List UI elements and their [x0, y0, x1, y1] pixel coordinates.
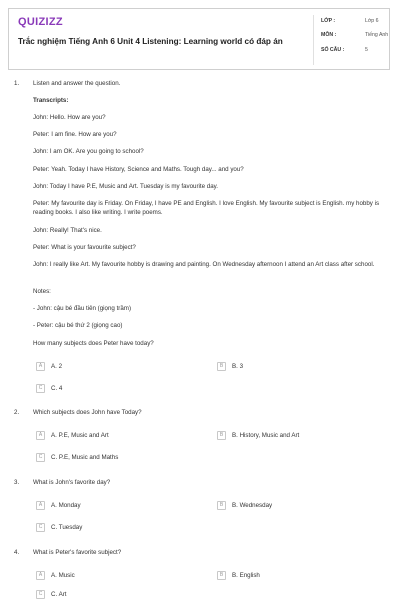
quizizz-logo: QUIZIZZ [18, 16, 63, 28]
option-letter-box: C [36, 384, 45, 393]
meta-value: 5 [365, 47, 368, 53]
transcript-line: Peter: My favourite day is Friday. On Friday, I have PE and English. I love English. My favourite subject is English. my hobby is reading books. I also like writing. I write poems. [33, 200, 380, 216]
notes-label: Notes: [33, 288, 51, 295]
meta-label: LỚP : [321, 18, 336, 24]
option-letter-box: A [36, 501, 45, 510]
meta-label: SỐ CÂU : [321, 47, 345, 53]
option-letter-box: B [217, 571, 226, 580]
option-label: C. P.E, Music and Maths [51, 454, 119, 461]
worksheet-header [8, 8, 390, 70]
option-label: A. 2 [51, 363, 63, 370]
meta-value: Lớp 6 [365, 18, 379, 24]
question-text: What is Peter's favorite subject? [33, 549, 122, 556]
option-label: A. P.E, Music and Art [51, 432, 109, 439]
option-letter-box: C [36, 453, 45, 462]
meta-label: MÔN : [321, 32, 337, 38]
transcript-line: Peter: What is your favourite subject? [33, 244, 136, 251]
page-title: Trắc nghiệm Tiếng Anh 6 Unit 4 Listening: Learning world có đáp án [18, 37, 283, 46]
question-number: 3. [14, 479, 20, 486]
option-letter-box: C [36, 523, 45, 532]
question-instruction: Listen and answer the question. [33, 80, 121, 87]
meta-value: Tiếng Anh [365, 32, 389, 38]
transcript-line: John: Really! That's nice. [33, 227, 102, 234]
note-line: - Peter: cậu bé thứ 2 (giọng cao) [33, 322, 123, 329]
question-number: 1. [14, 80, 20, 87]
option-label: B. English [232, 572, 260, 579]
option-label: B. Wednesday [232, 502, 273, 509]
option-label: A. Music [51, 572, 75, 579]
transcript-line: John: Today I have P.E, Music and Art. Tuesday is my favourite day. [33, 183, 219, 190]
transcripts-label: Transcripts: [33, 97, 69, 104]
header-divider [313, 15, 314, 65]
option-label: C. Art [51, 591, 67, 598]
question-text: Which subjects does John have Today? [33, 409, 142, 416]
option-letter-box: C [36, 590, 45, 599]
question-number: 2. [14, 409, 20, 416]
option-label: A. Monday [51, 502, 81, 509]
option-label: C. Tuesday [51, 524, 83, 531]
transcript-line: John: I really like Art. My favourite hobby is drawing and painting. On Wednesday afternoon I attend an Art class after school. [33, 261, 375, 268]
option-letter-box: A [36, 362, 45, 371]
option-label: B. History, Music and Art [232, 432, 300, 439]
transcript-line: Peter: I am fine. How are you? [33, 131, 117, 138]
option-letter-box: A [36, 571, 45, 580]
transcript-line: Peter: Yeah. Today I have History, Science and Maths. Tough day... and you? [33, 166, 244, 173]
option-label: B. 3 [232, 363, 244, 370]
question-text: What is John's favorite day? [33, 479, 111, 486]
note-line: - John: cậu bé đầu tiên (giọng trầm) [33, 305, 132, 312]
option-letter-box: B [217, 362, 226, 371]
question-text: How many subjects does Peter have today? [33, 340, 154, 347]
option-letter-box: B [217, 501, 226, 510]
transcript-line: John: I am OK. Are you going to school? [33, 148, 144, 155]
option-letter-box: B [217, 431, 226, 440]
question-number: 4. [14, 549, 20, 556]
option-letter-box: A [36, 431, 45, 440]
option-label: C. 4 [51, 385, 63, 392]
transcript-line: John: Hello. How are you? [33, 114, 106, 121]
